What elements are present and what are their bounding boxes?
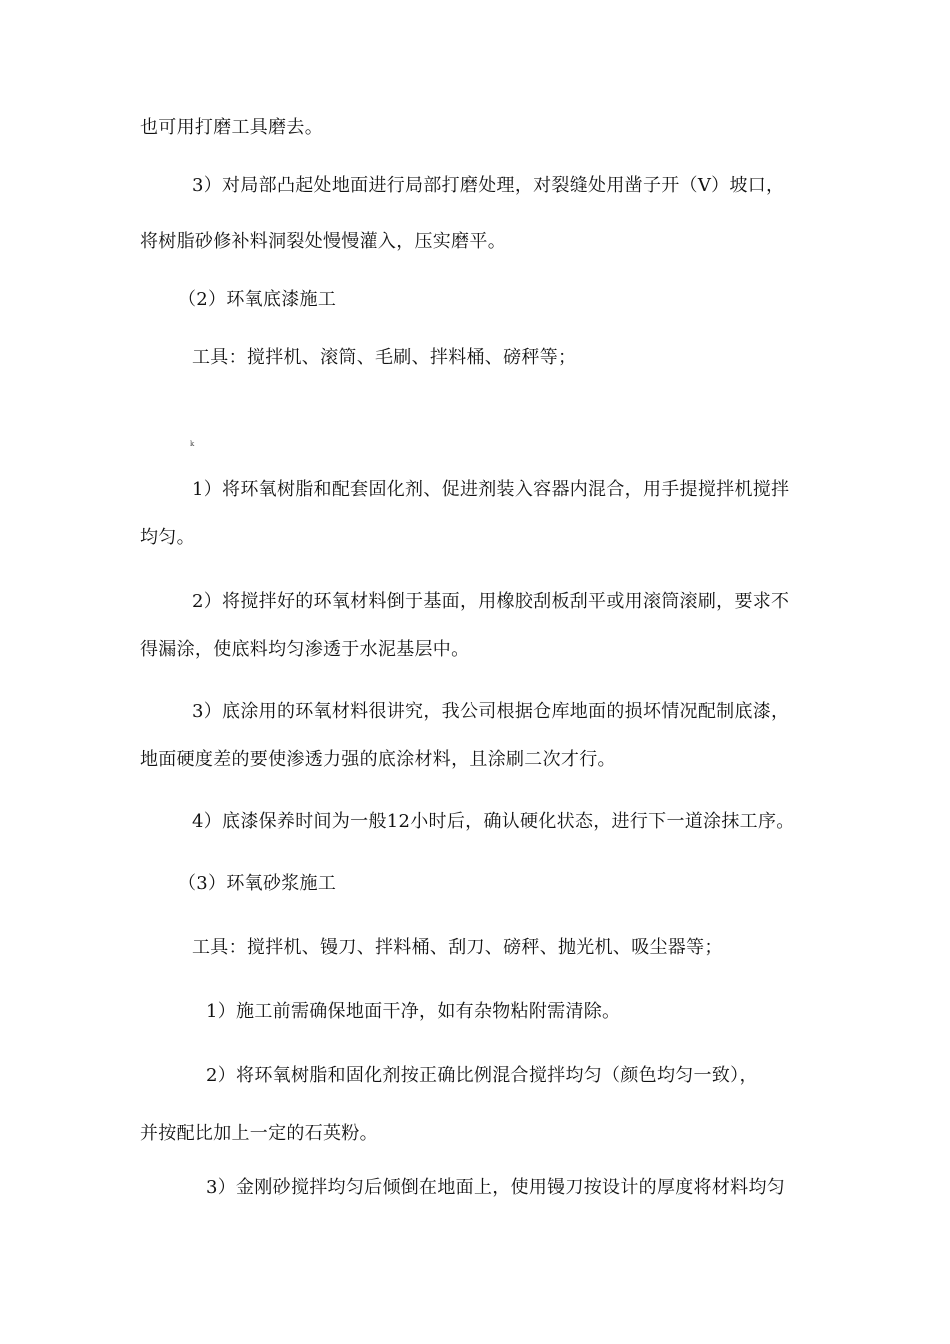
paragraph-line: 3）金刚砂搅拌均匀后倾倒在地面上，使用镘刀按设计的厚度将材料均匀 [206, 1177, 786, 1198]
paragraph-line: 均匀。 [140, 527, 195, 548]
paragraph-line: 工具：搅拌机、镘刀、拌料桶、刮刀、磅秤、抛光机、吸尘器等； [192, 937, 723, 958]
paragraph-line: 得漏涂，使底料均匀渗透于水泥基层中。 [140, 639, 470, 660]
paragraph-line: 地面硬度差的要使渗透力强的底涂材料，且涂刷二次才行。 [140, 749, 616, 770]
paragraph-line: 并按配比加上一定的石英粉。 [140, 1123, 378, 1144]
paragraph-line: 2）将搅拌好的环氧材料倒于基面，用橡胶刮板刮平或用滚筒滚刷，要求不 [192, 591, 790, 612]
paragraph-line: 工具：搅拌机、滚筒、毛刷、拌料桶、磅秤等； [192, 347, 577, 368]
section-heading: （2）环氧底漆施工 [178, 289, 337, 310]
paragraph-line: 1）将环氧树脂和配套固化剂、促进剂装入容器内混合，用手提搅拌机搅拌 [192, 479, 790, 500]
paragraph-line: 也可用打磨工具磨去。 [140, 117, 323, 138]
paragraph-line: 3）对局部凸起处地面进行局部打磨处理，对裂缝处用凿子开（V）坡口， [192, 175, 785, 196]
section-heading: （3）环氧砂浆施工 [178, 873, 337, 894]
paragraph-line: 2）将环氧树脂和固化剂按正确比例混合搅拌均匀（颜色均匀一致）， [206, 1065, 758, 1086]
stray-mark: k [190, 440, 195, 448]
paragraph-line: 将树脂砂修补料洞裂处慢慢灌入，压实磨平。 [140, 231, 506, 252]
paragraph-line: 4）底漆保养时间为一般12小时后，确认硬化状态，进行下一道涂抹工序。 [192, 811, 795, 832]
paragraph-line: 1）施工前需确保地面干净，如有杂物粘附需清除。 [206, 1001, 621, 1022]
paragraph-line: 3）底涂用的环氧材料很讲究，我公司根据仓库地面的损坏情况配制底漆， [192, 701, 790, 722]
